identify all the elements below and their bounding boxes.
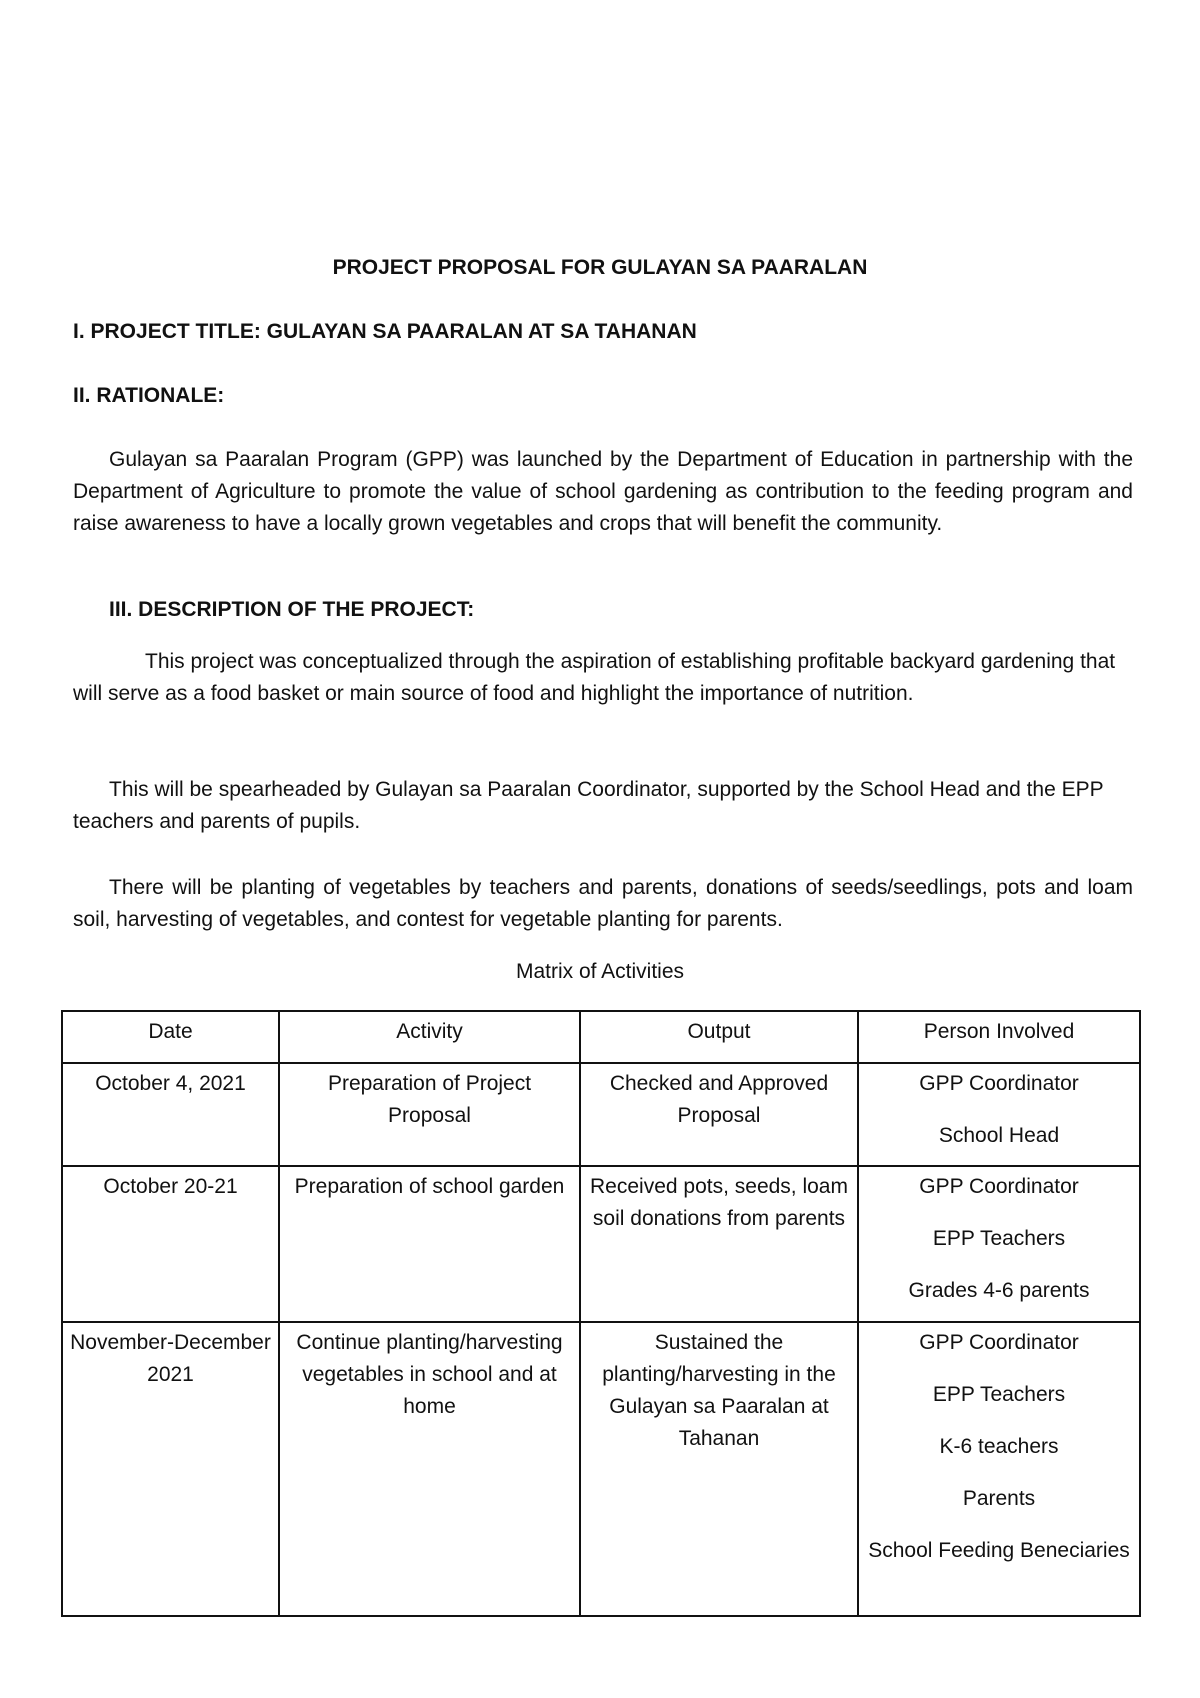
cell-activity: Preparation of school garden [279, 1166, 580, 1322]
description-paragraph-1: This project was conceptualized through the aspiration of establishing profitable backyard gardening that will serve as a food basket or main source of food and highlight the importance of nutrition. [73, 650, 1116, 705]
header-date: Date [62, 1011, 279, 1063]
rationale-paragraph: Gulayan sa Paaralan Program (GPP) was launched by the Department of Education in partnership with the Department of Agriculture to promote the value of school gardening as contribution to the feeding program and raise awareness to have a locally grown vegetables and crops that will benefit the community. [73, 448, 1133, 535]
description-paragraph-2: This will be spearheaded by Gulayan sa Paaralan Coordinator, supported by the School Head and the EPP teachers and parents of pupils. [73, 778, 1104, 833]
table-row [62, 1322, 1140, 1616]
document-title: PROJECT PROPOSAL FOR GULAYAN SA PAARALAN [332, 256, 868, 279]
cell-date: October 20-21 [62, 1166, 279, 1322]
cell-activity: Continue planting/harvesting vegetables in school and at home [279, 1322, 580, 1616]
person-entry: GPP Coordinator [919, 1072, 1079, 1095]
project-title-heading: I. PROJECT TITLE: GULAYAN SA PAARALAN AT SA TAHANAN [73, 320, 697, 343]
person-entry: GPP Coordinator [919, 1175, 1079, 1198]
matrix-caption: Matrix of Activities [515, 960, 685, 983]
cell-date: October 4, 2021 [62, 1063, 279, 1166]
table-header-row [62, 1011, 1140, 1063]
cell-date: November-December 2021 [62, 1322, 279, 1616]
cell-activity: Preparation of Project Proposal [279, 1063, 580, 1166]
cell-output: Received pots, seeds, loam soil donations from parents [580, 1166, 858, 1322]
person-entry: EPP Teachers [932, 1227, 1066, 1250]
table-row [62, 1063, 1140, 1166]
cell-persons [858, 1322, 1140, 1616]
person-entry: School Feeding Beneciaries [868, 1539, 1130, 1562]
person-entry: School Head [938, 1124, 1060, 1147]
cell-output: Checked and Approved Proposal [580, 1063, 858, 1166]
description-paragraph-3: There will be planting of vegetables by teachers and parents, donations of seeds/seedlings, pots and loam soil, harvesting of vegetables, and contest for vegetable planting for parents. [73, 876, 1133, 931]
cell-persons [858, 1166, 1140, 1322]
person-entry: GPP Coordinator [919, 1331, 1079, 1354]
person-entry: Parents [962, 1487, 1036, 1510]
cell-output: Sustained the planting/harvesting in the Gulayan sa Paaralan at Tahanan [580, 1322, 858, 1616]
rationale-heading: II. RATIONALE: [73, 384, 225, 407]
header-person-involved: Person Involved [858, 1011, 1140, 1063]
activities-matrix-table [61, 1010, 1141, 1617]
header-activity: Activity [279, 1011, 580, 1063]
cell-persons [858, 1063, 1140, 1166]
person-entry: EPP Teachers [932, 1383, 1066, 1406]
header-output: Output [580, 1011, 858, 1063]
person-entry: K-6 teachers [939, 1435, 1059, 1458]
person-entry: Grades 4-6 parents [908, 1279, 1090, 1302]
description-heading: III. DESCRIPTION OF THE PROJECT: [109, 598, 475, 621]
table-row [62, 1166, 1140, 1322]
